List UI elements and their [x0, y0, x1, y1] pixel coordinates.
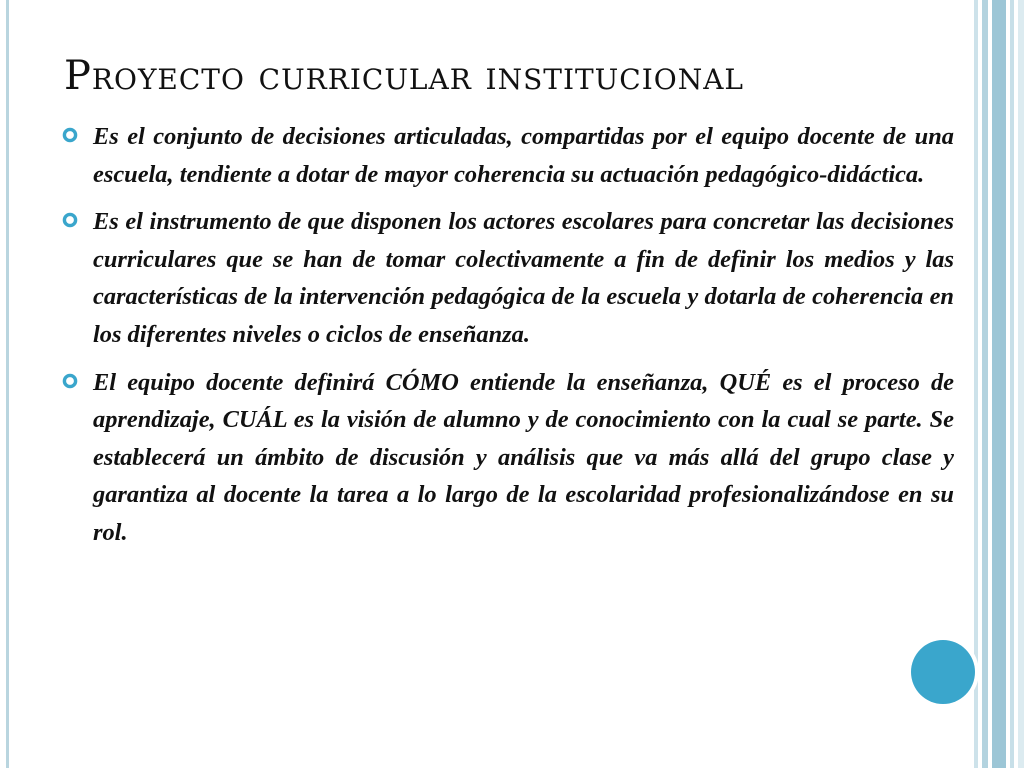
ring-bullet-icon [62, 127, 78, 143]
decorative-circle [911, 640, 975, 704]
bullet-item [62, 118, 954, 193]
slide-title: Proyecto curricular institucional [64, 53, 745, 99]
bullet-text: El equipo docente definirá CÓMO entiende la enseñanza, QUÉ es el proceso de aprendizaje, CUÁL es la visión de alumno y de conocimiento con la cual se parte. Se establecerá un ámbito de discusión y análisis que va más allá del grupo clase y garantiza al docente la tarea a lo largo de la escolaridad profesionalizándose en su rol. [93, 368, 954, 546]
stripe [974, 0, 978, 768]
stripe [1010, 0, 1014, 768]
bullet-text: Es el instrumento de que disponen los actores escolares para concretar las decisiones curriculares que se han de tomar colectivamente a fin de definir los medios y las características de la intervención pedagógica de la escuela y dotarla de coherencia en los diferentes niveles o ciclos de enseñanza. [93, 208, 954, 348]
stripe [982, 0, 988, 768]
ring-bullet-icon [62, 212, 78, 228]
ring-bullet-icon [62, 373, 78, 389]
bullet-item [62, 364, 954, 552]
stripe [992, 0, 1006, 768]
bullet-item [62, 203, 954, 353]
stripe [1018, 0, 1024, 768]
bullet-list [62, 118, 954, 562]
decorative-stripes [974, 0, 1024, 768]
left-border-line [6, 0, 9, 768]
bullet-text: Es el conjunto de decisiones articuladas, compartidas por el equipo docente de una escuela, tendiente a dotar de mayor coherencia su actuación pedagógico-didáctica. [93, 123, 954, 188]
